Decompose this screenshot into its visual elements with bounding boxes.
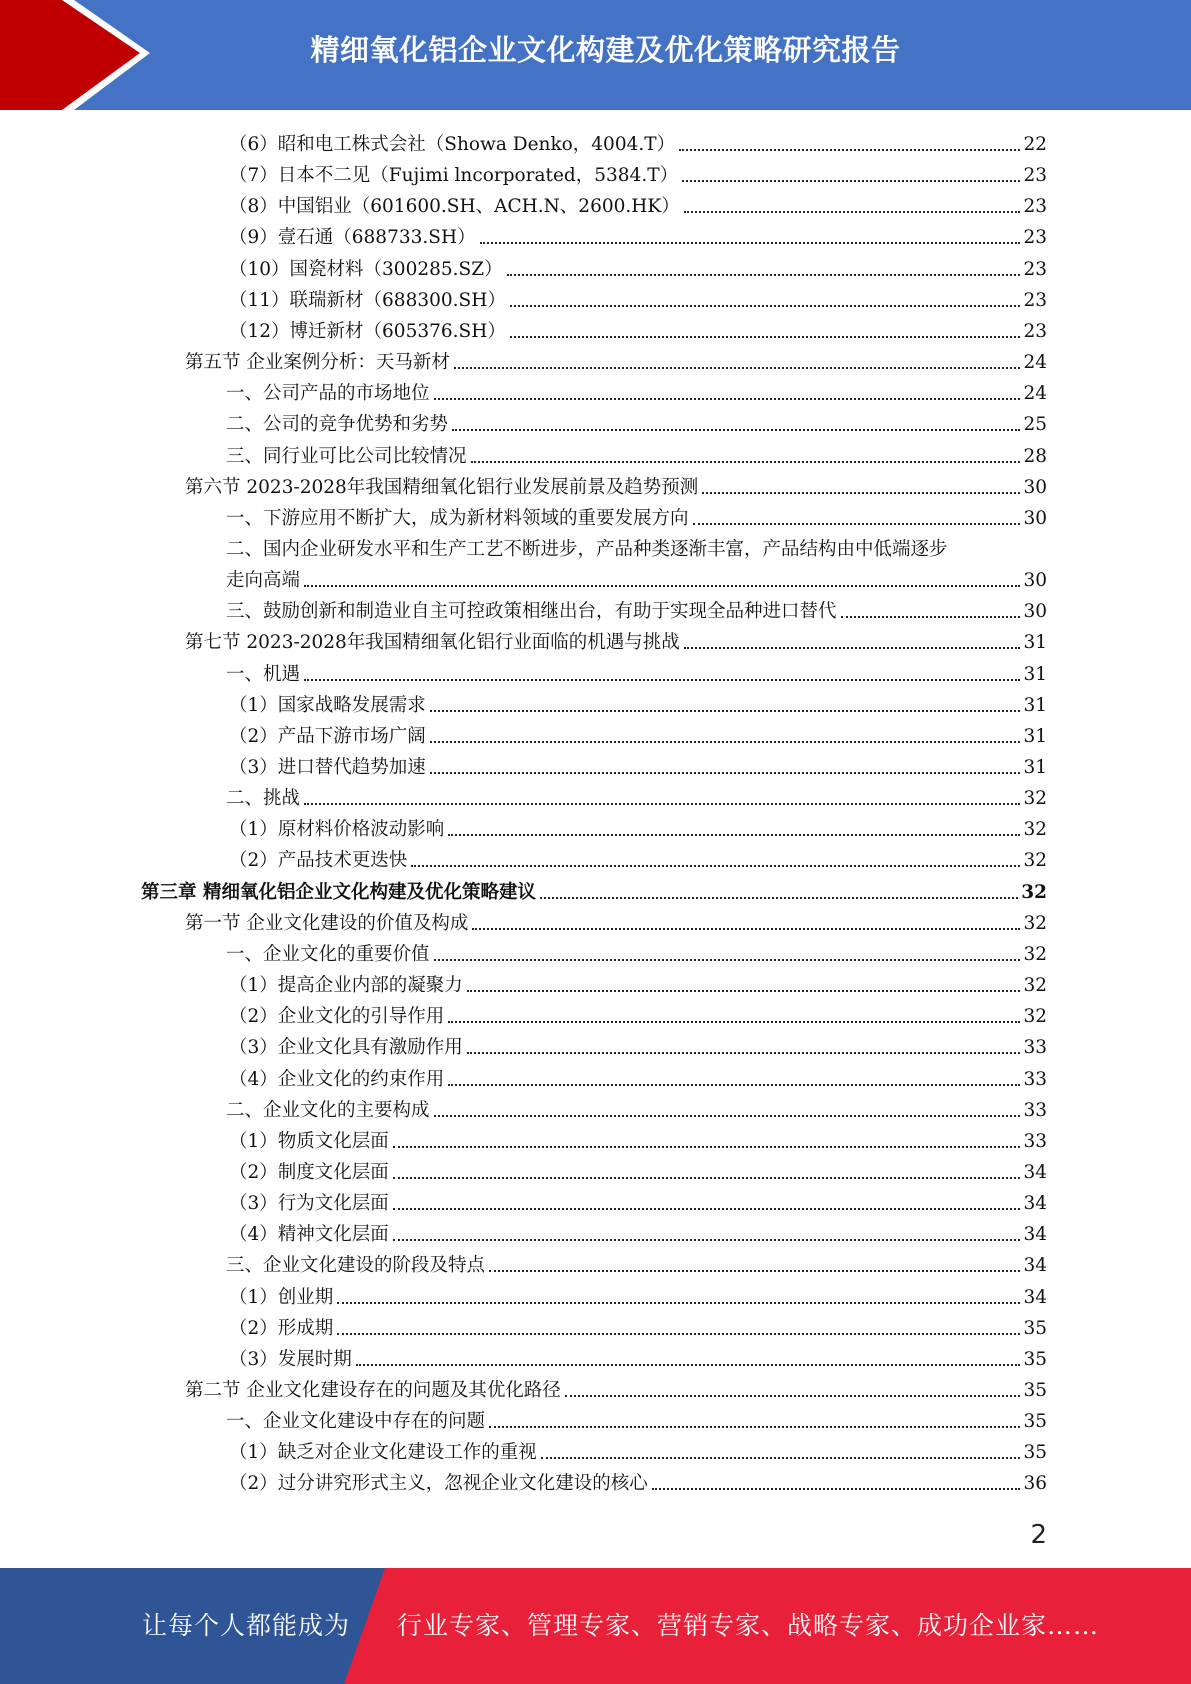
- toc-entry-page: 31: [1023, 757, 1047, 778]
- toc-entry[interactable]: [226, 563, 1047, 593]
- toc-dot-leader: [304, 585, 1020, 587]
- toc-dot-leader: [472, 928, 1020, 930]
- toc-entry[interactable]: [229, 719, 1047, 749]
- toc-entry[interactable]: [226, 376, 1047, 406]
- toc-dot-leader: [448, 1021, 1020, 1023]
- toc-dot-leader: [507, 274, 1021, 276]
- toc-entry[interactable]: [229, 189, 1047, 219]
- toc-entry-page: 32: [1021, 881, 1047, 903]
- toc-entry[interactable]: [229, 220, 1047, 250]
- toc-entry-title: 第二节 企业文化建设存在的问题及其优化路径: [185, 1380, 561, 1401]
- toc-entry[interactable]: [185, 1373, 1047, 1403]
- toc-entry-title: （1）提高企业内部的凝聚力: [229, 975, 463, 997]
- toc-entry-page: 34: [1023, 1161, 1047, 1183]
- toc-entry-page: 33: [1023, 1099, 1047, 1121]
- toc-entry[interactable]: [226, 781, 1047, 811]
- toc-entry[interactable]: [229, 1124, 1047, 1154]
- toc-entry-page: 25: [1023, 414, 1047, 436]
- toc-entry[interactable]: [226, 937, 1047, 967]
- toc-dot-leader: [393, 1239, 1021, 1241]
- toc-entry[interactable]: [229, 127, 1047, 157]
- toc-entry-title: 第一节 企业文化建设的价值及构成: [185, 912, 469, 934]
- toc-entry[interactable]: [229, 283, 1047, 313]
- toc-dot-leader: [541, 1457, 1021, 1459]
- toc-entry-page: 30: [1023, 507, 1047, 529]
- toc-entry[interactable]: [229, 252, 1047, 282]
- header-band: [0, 0, 1191, 110]
- toc-entry[interactable]: [229, 1342, 1047, 1372]
- toc-entry[interactable]: [229, 843, 1047, 873]
- toc-dot-leader: [679, 149, 1020, 151]
- toc-dot-leader: [393, 1177, 1021, 1179]
- toc-entry-title: （11）联瑞新材（688300.SH）: [229, 289, 506, 311]
- toc-entry[interactable]: [229, 1186, 1047, 1216]
- toc-entry-title: （3）发展时期: [229, 1348, 352, 1370]
- toc-entry-page: 31: [1023, 725, 1047, 747]
- toc-entry-page: 22: [1023, 134, 1047, 155]
- toc-entry-title: 第七节 2023-2028年我国精细氧化铝行业面临的机遇与挑战: [185, 632, 680, 654]
- toc-entry-title: （6）昭和电工株式会社（Showa Denko，4004.T）: [229, 134, 676, 155]
- toc-entry-page: 32: [1023, 975, 1047, 997]
- footer-slogan-left: 让每个人都能成为: [142, 1611, 351, 1640]
- toc-entry[interactable]: [185, 470, 1047, 500]
- toc-dot-leader: [682, 180, 1020, 182]
- toc-entry-title: （7）日本不二见（Fujimi lncorporated，5384.T）: [229, 165, 679, 187]
- toc-entry-page: 36: [1023, 1473, 1047, 1495]
- toc-dot-leader: [480, 242, 1021, 244]
- toc-entry[interactable]: [226, 1093, 1047, 1123]
- toc-entry-page: 30: [1023, 601, 1047, 623]
- toc-entry[interactable]: [229, 1030, 1047, 1060]
- toc-entry-page: 31: [1023, 694, 1047, 716]
- toc-entry-title: 第六节 2023-2028年我国精细氧化铝行业发展前景及趋势预测: [185, 476, 699, 498]
- toc-dot-leader: [471, 461, 1021, 463]
- toc-dot-leader: [510, 305, 1021, 307]
- toc-entry-title: （12）博迁新材（605376.SH）: [229, 320, 506, 342]
- toc-entry-title: （1）国家战略发展需求: [229, 694, 426, 716]
- toc-dot-leader: [693, 523, 1021, 525]
- toc-entry-page: 23: [1023, 165, 1047, 187]
- toc-dot-leader: [430, 741, 1021, 743]
- toc-entry-title: 三、同行业可比公司比较情况: [226, 445, 467, 467]
- toc-entry-title: 第五节 企业案例分析：天马新材: [185, 352, 450, 374]
- toc-entry-page: 31: [1023, 632, 1047, 654]
- toc-entry-title: 一、下游应用不断扩大，成为新材料领域的重要发展方向: [226, 507, 689, 529]
- toc-entry[interactable]: [141, 875, 1047, 905]
- toc-entry-page: 32: [1023, 850, 1047, 872]
- toc-entry-title: 二、公司的竞争优势和劣势: [226, 414, 449, 436]
- toc-entry[interactable]: [229, 1435, 1047, 1465]
- toc-entry-title: （2）企业文化的引导作用: [229, 1006, 445, 1028]
- toc-entry-page: 30: [1023, 570, 1047, 592]
- toc-entry-page: 35: [1023, 1348, 1047, 1370]
- toc-entry-page: 35: [1023, 1380, 1047, 1401]
- toc-entry-title: 一、公司产品的市场地位: [226, 383, 430, 405]
- page-number: 2: [1030, 1520, 1047, 1550]
- footer-band: [0, 1568, 1191, 1684]
- toc-entry[interactable]: [229, 688, 1047, 718]
- toc-dot-leader: [454, 367, 1021, 369]
- toc-entry-page: 34: [1023, 1255, 1047, 1277]
- toc-entry-title: （2）过分讲究形式主义，忽视企业文化建设的核心: [229, 1473, 648, 1495]
- toc-entry[interactable]: [229, 812, 1047, 842]
- toc-entry-page: 23: [1023, 258, 1047, 280]
- toc-dot-leader: [684, 211, 1021, 213]
- toc-dot-leader: [393, 1146, 1021, 1148]
- toc-entry-title: （1）创业期: [229, 1286, 334, 1308]
- toc-entry-title: 一、企业文化的重要价值: [226, 943, 430, 965]
- toc-entry-page: 35: [1023, 1317, 1047, 1339]
- toc-entry-page: 33: [1023, 1130, 1047, 1152]
- toc-entry-title: （3）企业文化具有激励作用: [229, 1037, 463, 1059]
- toc-entry-title: （1）原材料价格波动影响: [229, 819, 445, 841]
- toc-dot-leader: [702, 492, 1020, 494]
- toc-dot-leader: [467, 1052, 1021, 1054]
- toc-dot-leader: [540, 897, 1018, 899]
- toc-dot-leader: [430, 710, 1021, 712]
- toc-entry[interactable]: [229, 1155, 1047, 1185]
- toc-dot-leader: [510, 336, 1021, 338]
- toc-entry[interactable]: [229, 968, 1047, 998]
- toc-dot-leader: [393, 1208, 1021, 1210]
- report-title: 精细氧化铝企业文化构建及优化策略研究报告: [310, 33, 901, 67]
- toc-entry-title: 一、企业文化建设中存在的问题: [226, 1411, 486, 1433]
- footer-slogan-right: 行业专家、管理专家、营销专家、战略专家、成功企业家……: [397, 1611, 1100, 1640]
- toc-entry-title: （2）制度文化层面: [229, 1161, 389, 1183]
- toc-entry-page: 32: [1023, 1006, 1047, 1028]
- toc-entry-title: （2）产品下游市场广阔: [229, 725, 426, 747]
- toc-entry-page: 31: [1023, 663, 1047, 685]
- toc-entry-page: 33: [1023, 1037, 1047, 1059]
- toc-entry-title: （9）壹石通（688733.SH）: [229, 227, 476, 249]
- toc-dot-leader: [448, 1084, 1020, 1086]
- toc-entry-page: 24: [1023, 383, 1047, 405]
- toc-entry-title: 二、国内企业研发水平和生产工艺不断进步，产品种类逐渐丰富，产品结构由中低端逐步: [226, 538, 948, 560]
- toc-entry-page: 23: [1023, 320, 1047, 342]
- toc-dot-leader: [356, 1364, 1021, 1366]
- toc-dot-leader: [841, 616, 1021, 618]
- toc-entry-page: 28: [1023, 445, 1047, 467]
- toc-entry[interactable]: [226, 407, 1047, 437]
- toc-entry-page: 34: [1023, 1286, 1047, 1308]
- toc-entry[interactable]: [226, 1248, 1047, 1278]
- toc-entry-title: （4）精神文化层面: [229, 1224, 389, 1246]
- toc-entry-title: （1）缺乏对企业文化建设工作的重视: [229, 1442, 537, 1464]
- toc-entry-page: 35: [1023, 1442, 1047, 1464]
- toc-dot-leader: [467, 990, 1021, 992]
- toc-entry[interactable]: [185, 906, 1047, 936]
- toc-entry[interactable]: [226, 657, 1047, 687]
- toc-dot-leader: [489, 1270, 1020, 1272]
- toc-dot-leader: [652, 1488, 1021, 1490]
- toc-dot-leader: [684, 647, 1021, 649]
- toc-entry-title: （3）行为文化层面: [229, 1193, 389, 1215]
- toc-entry[interactable]: [229, 1311, 1047, 1341]
- toc-entry-title: （2）形成期: [229, 1317, 334, 1339]
- toc-entry[interactable]: [229, 1466, 1047, 1496]
- toc-entry-title: 二、企业文化的主要构成: [226, 1099, 430, 1121]
- toc-entry-page: 33: [1023, 1068, 1047, 1090]
- toc-dot-leader: [337, 1302, 1020, 1304]
- toc-dot-leader: [304, 679, 1020, 681]
- toc-dot-leader: [434, 398, 1021, 400]
- toc-entry-page: 32: [1023, 912, 1047, 934]
- toc-dot-leader: [434, 959, 1021, 961]
- toc-entry-page: 24: [1023, 352, 1047, 374]
- toc-entry-title: 一、机遇: [226, 663, 301, 685]
- toc-entry-title: （10）国瓷材料（300285.SZ）: [229, 258, 503, 280]
- toc-entry[interactable]: [185, 625, 1047, 655]
- toc-entry-page: 23: [1023, 227, 1047, 249]
- toc-entry[interactable]: [226, 1404, 1047, 1434]
- toc-dot-leader: [337, 1333, 1020, 1335]
- toc-entry[interactable]: [229, 1217, 1047, 1247]
- toc-entry-page: 32: [1023, 943, 1047, 965]
- toc-entry-title: 走向高端: [226, 570, 301, 592]
- toc-entry-title: 二、挑战: [226, 788, 301, 810]
- toc-entry[interactable]: [226, 439, 1047, 469]
- toc-entry[interactable]: [229, 750, 1047, 780]
- toc-entry[interactable]: [185, 345, 1047, 375]
- toc-dot-leader: [411, 865, 1020, 867]
- toc-entry-page: 34: [1023, 1224, 1047, 1246]
- toc-entry-page: 23: [1023, 196, 1047, 218]
- toc-entry-page: 30: [1023, 476, 1047, 498]
- toc-entry-title: （8）中国铝业（601600.SH、ACH.N、2600.HK）: [229, 196, 680, 218]
- toc-entry-title: （1）物质文化层面: [229, 1130, 389, 1152]
- toc-entry-title: （2）产品技术更迭快: [229, 850, 408, 872]
- toc-dot-leader: [434, 1115, 1021, 1117]
- toc-dot-leader: [430, 772, 1021, 774]
- toc-entry[interactable]: [229, 314, 1047, 344]
- toc-entry[interactable]: [226, 594, 1047, 624]
- toc-entry[interactable]: [226, 532, 1047, 562]
- toc-entry-page: 34: [1023, 1193, 1047, 1215]
- toc-dot-leader: [452, 429, 1020, 431]
- toc-entry-title: 三、企业文化建设的阶段及特点: [226, 1255, 486, 1277]
- toc-entry[interactable]: [229, 1280, 1047, 1310]
- toc-entry-title: 三、鼓励创新和制造业自主可控政策相继出台，有助于实现全品种进口替代: [226, 601, 837, 623]
- toc-dot-leader: [489, 1426, 1020, 1428]
- toc-entry-title: （3）进口替代趋势加速: [229, 757, 426, 778]
- toc-dot-leader: [304, 803, 1020, 805]
- toc-entry-page: 23: [1023, 289, 1047, 311]
- toc-entry[interactable]: [229, 158, 1047, 188]
- toc-dot-leader: [565, 1395, 1021, 1397]
- toc-entry-page: 32: [1023, 788, 1047, 810]
- toc-entry[interactable]: [229, 999, 1047, 1029]
- toc-entry-title: （4）企业文化的约束作用: [229, 1068, 445, 1090]
- toc-entry[interactable]: [226, 501, 1047, 531]
- toc-entry[interactable]: [229, 1062, 1047, 1092]
- toc-entry-title: 第三章 精细氧化铝企业文化构建及优化策略建议: [141, 881, 536, 903]
- toc-entry-page: 32: [1023, 819, 1047, 841]
- toc-entry-page: 35: [1023, 1411, 1047, 1433]
- toc-dot-leader: [448, 834, 1020, 836]
